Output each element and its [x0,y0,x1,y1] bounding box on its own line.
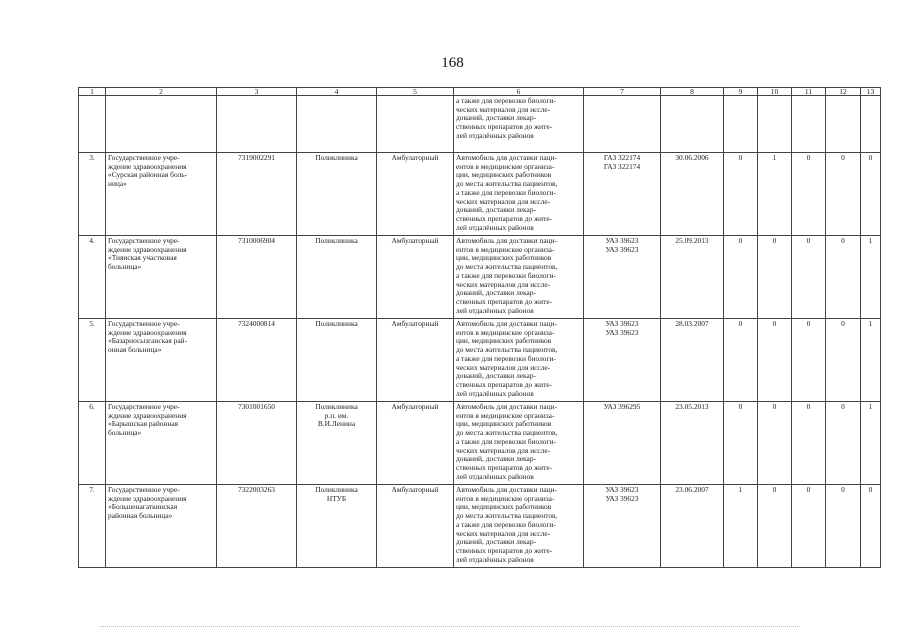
col-header-9: 9 [724,88,758,96]
value-col-11: 0 [792,402,826,485]
vehicle-purpose-line: а также для перевозки биологи- [456,187,556,197]
unit-type [297,402,377,485]
vehicle-purpose-line: ции, медицинских работников [456,502,552,512]
unit-type-line: Поликлиника [315,153,358,162]
vehicle-purpose-line: ции, медицинских работников [456,419,552,429]
vehicle-purpose-line: дований, доставки лекар- [456,454,536,464]
value-col-11: 0 [792,319,826,402]
vehicle-purpose-line: а также для перевозки биологи- [456,270,556,280]
vehicle-models [584,319,661,402]
vehicle-purpose-line: ентов в медицинские организа- [456,327,555,337]
vehicle-models [584,153,661,236]
institution-name-line: «Большенагаткинская [108,502,178,512]
value-col-12: 0 [826,485,861,568]
value-col-11: 0 [792,236,826,319]
value-col-13: 0 [861,153,881,236]
vehicle-purpose-line: ентов в медицинские организа- [456,410,555,420]
purpose-line: ственных препаратов до жите- [456,122,553,132]
vehicle-purpose-line: ческих материалов для иссле- [456,528,551,538]
unit-type-line: Поликлиника [315,236,358,245]
vehicle-purpose-line: Автомобиль для доставки паци- [456,153,558,162]
value-col-10: 0 [758,319,792,402]
value-col-10: 0 [758,402,792,485]
value-col-12: 0 [826,402,861,485]
vehicle-models [584,402,661,485]
col-header-4: 4 [297,88,377,96]
vehicle-purpose-line: Автомобиль для доставки паци- [456,485,558,494]
commission-date: 23.06.2007 [661,485,724,568]
vehicle-models-line: УАЗ 39623 [605,244,639,254]
vehicle-purpose-line: до места жительства пациентов, [456,511,558,521]
vehicle-models-line: УАЗ 39623 [605,485,639,494]
care-category: Амбулаторный [377,402,454,485]
continuation-row [79,96,881,153]
commission-date: 28.03.2007 [661,319,724,402]
inn-code: 7310006904 [217,236,297,319]
vehicle-purpose-line: до места жительства пациентов, [456,179,558,189]
col-header-7: 7 [584,88,661,96]
row-number: 4. [79,236,106,319]
row-number: 3. [79,153,106,236]
institution-name [106,485,217,568]
row-number: 7. [79,485,106,568]
value-col-9: 0 [724,402,758,485]
vehicle-purpose-line: до места жительства пациентов, [456,262,558,272]
table-row [79,153,881,236]
vehicle-purpose-line: ственных препаратов до жите- [456,296,553,306]
vehicle-purpose-line: ческих материалов для иссле- [456,196,551,206]
institution-name-line: онная больница» [108,345,162,355]
unit-type-line: Поликлиника [315,402,358,411]
vehicle-models [584,485,661,568]
unit-type-line: р.п. им. [324,410,349,420]
vehicle-purpose-line: лей отдалённых районов [456,305,534,315]
col-header-10: 10 [758,88,792,96]
vehicle-purpose-line: ции, медицинских работников [456,253,552,263]
vehicle-purpose-line: ции, медицинских работников [456,336,552,346]
care-category: Амбулаторный [377,236,454,319]
institution-name-line: Государственное учре- [108,236,180,245]
vehicle-purpose [454,402,584,485]
vehicle-purpose-line: лей отдалённых районов [456,222,534,232]
col-header-12: 12 [826,88,861,96]
purpose-line: дований, доставки лекар- [456,113,536,123]
institution-name-line: больница» [108,262,142,272]
unit-type-line: Поликлиника [315,319,358,328]
institution-name-line: ница» [108,179,127,189]
inn-code: 7322003263 [217,485,297,568]
institution-name-line: ждение здравоохранения [108,161,187,171]
vehicle-purpose-line: дований, доставки лекар- [456,288,536,298]
institution-name-line: Государственное учре- [108,319,180,328]
vehicle-purpose [454,485,584,568]
inn-code: 7324000814 [217,319,297,402]
vehicle-models-line: УАЗ 396295 [603,402,641,411]
inn-code: 7301001650 [217,402,297,485]
vehicle-models-line: УАЗ 39623 [605,236,639,245]
row-number: 6. [79,402,106,485]
vehicle-purpose-line: ентов в медицинские организа- [456,244,555,254]
unit-type [297,485,377,568]
institution-name-line: «Сурская районная боль- [108,170,188,180]
care-category: Амбулаторный [377,485,454,568]
table-row [79,319,881,402]
institution-name-line: ждение здравоохранения [108,327,187,337]
unit-type [297,153,377,236]
vehicle-purpose-line: ческих материалов для иссле- [456,279,551,289]
vehicle-purpose [454,236,584,319]
institution-name-line: ждение здравоохранения [108,410,187,420]
unit-type-line: Поликлиника [315,485,358,494]
vehicle-purpose-line: лей отдалённых районов [456,554,534,564]
unit-type [297,236,377,319]
column-number-row [79,88,881,96]
vehicle-purpose-line: Автомобиль для доставки паци- [456,402,558,411]
value-col-13: 1 [861,319,881,402]
institution-name-line: районная больница» [108,511,173,521]
value-col-13: 1 [861,236,881,319]
vehicle-purpose-line: ческих материалов для иссле- [456,362,551,372]
vehicle-purpose-line: ции, медицинских работников [456,170,552,180]
institution-name-line: Государственное учре- [108,485,180,494]
value-col-12: 0 [826,153,861,236]
institution-name-line: ждение здравоохранения [108,244,187,254]
institution-name-line: Государственное учре- [108,153,180,162]
vehicle-purpose-line: ственных препаратов до жите- [456,379,553,389]
table-row [79,485,881,568]
purpose-line: лей отдалённых районов [456,130,534,140]
col-header-2: 2 [106,88,217,96]
page-number: 168 [441,55,464,71]
vehicle-purpose-line: ческих материалов для иссле- [456,445,551,455]
value-col-10: 0 [758,236,792,319]
vehicle-models-line: УАЗ 39623 [605,327,639,337]
vehicle-purpose-line: а также для перевозки биологи- [456,353,556,363]
vehicle-models-line: УАЗ 39623 [605,493,639,503]
value-col-9: 0 [724,236,758,319]
value-col-10: 1 [758,153,792,236]
vehicle-purpose-line: Автомобиль для доставки паци- [456,236,558,245]
vehicle-purpose-line: ентов в медицинские организа- [456,493,555,503]
vehicle-purpose-line: ственных препаратов до жите- [456,213,553,223]
continuation-purpose [454,96,584,153]
col-header-6: 6 [454,88,584,96]
vehicle-purpose [454,153,584,236]
vehicle-purpose-line: дований, доставки лекар- [456,205,536,215]
institution-name [106,319,217,402]
vehicle-models-line: УАЗ 39623 [605,319,639,328]
institution-name [106,236,217,319]
care-category: Амбулаторный [377,153,454,236]
vehicle-purpose-line: ственных препаратов до жите- [456,462,553,472]
purpose-line: ческих материалов для иссле- [456,104,551,114]
vehicle-purpose-line: а также для перевозки биологи- [456,519,556,529]
scan-artifact-line [100,626,800,631]
vehicle-purpose-line: дований, доставки лекар- [456,537,536,547]
vehicle-purpose-line: до места жительства пациентов, [456,428,558,438]
value-col-9: 1 [724,485,758,568]
unit-type-line: В.И.Ленина [317,419,356,429]
vehicle-table [78,87,881,568]
care-category: Амбулаторный [377,319,454,402]
value-col-11: 0 [792,485,826,568]
vehicle-purpose-line: Автомобиль для доставки паци- [456,319,558,328]
vehicle-purpose-line: ственных препаратов до жите- [456,545,553,555]
purpose-line: а также для перевозки биологи- [456,96,556,105]
unit-type [297,319,377,402]
value-col-12: 0 [826,236,861,319]
commission-date: 25.09.2013 [661,236,724,319]
vehicle-purpose [454,319,584,402]
value-col-13: 0 [861,485,881,568]
commission-date: 23.05.2013 [661,402,724,485]
col-header-13: 13 [861,88,881,96]
value-col-9: 0 [724,319,758,402]
institution-name [106,153,217,236]
vehicle-purpose-line: а также для перевозки биологи- [456,436,556,446]
institution-name-line: «Барышская районная [108,419,179,429]
institution-name-line: ждение здравоохранения [108,493,187,503]
table-row [79,402,881,485]
vehicle-purpose-line: дований, доставки лекар- [456,371,536,381]
unit-type-line: НТУБ [326,493,347,503]
col-header-1: 1 [79,88,106,96]
value-col-12: 0 [826,319,861,402]
vehicle-models [584,236,661,319]
col-header-11: 11 [792,88,826,96]
commission-date: 30.06.2006 [661,153,724,236]
vehicle-models-line: ГАЗ 322174 [603,161,641,171]
col-header-8: 8 [661,88,724,96]
value-col-10: 0 [758,485,792,568]
value-col-13: 1 [861,402,881,485]
institution-name [106,402,217,485]
inn-code: 7319002291 [217,153,297,236]
value-col-9: 0 [724,153,758,236]
vehicle-purpose-line: лей отдалённых районов [456,471,534,481]
institution-name-line: больница» [108,428,142,438]
vehicle-purpose-line: лей отдалённых районов [456,388,534,398]
table-row [79,236,881,319]
value-col-11: 0 [792,153,826,236]
vehicle-models-line: ГАЗ 322174 [603,153,641,162]
institution-name-line: «Тияиская участковая [108,253,177,263]
row-number: 5. [79,319,106,402]
vehicle-purpose-line: до места жительства пациентов, [456,345,558,355]
vehicle-purpose-line: ентов в медицинские организа- [456,161,555,171]
col-header-5: 5 [377,88,454,96]
institution-name-line: Государственное учре- [108,402,180,411]
col-header-3: 3 [217,88,297,96]
institution-name-line: «Базарносызганская рай- [108,336,188,346]
